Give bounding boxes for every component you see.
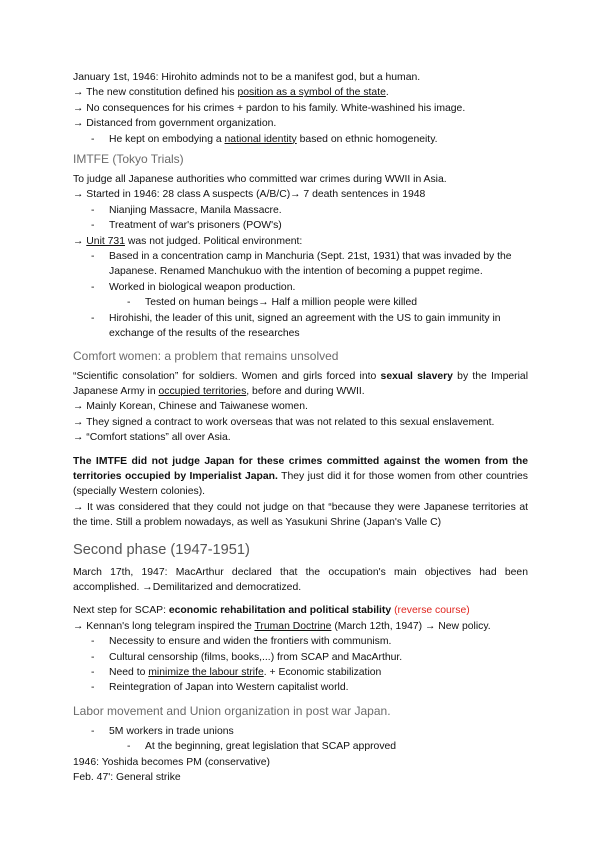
comfort-paragraph-3: → It was considered that they could not judge on that “because they were Japanese territories at the time. Still a problem nowadays, as well as Yasukuni Shrine (Japan's Valle C) bbox=[73, 501, 528, 529]
underlined-text: Unit 731 bbox=[86, 235, 125, 247]
text: He kept on embodying a bbox=[109, 133, 225, 145]
bold-text: The IMTFE did not judge Japan for these crimes committed against the women from the territories occupied by Imperialist Japan. bbox=[73, 455, 528, 482]
underlined-text: position as a symbol of the state bbox=[237, 87, 386, 99]
imtfe-line-1: To judge all Japanese authorities who committed war crimes during WWII in Asia. bbox=[73, 174, 447, 186]
labour-line-2: Feb. 47': General strike bbox=[73, 772, 181, 784]
comfort-line-3: → They signed a contract to work overseas that was not related to this sexual enslavement. bbox=[73, 416, 495, 428]
text: → Kennan's long telegram inspired the bbox=[73, 620, 255, 632]
intro-line-1: January 1st, 1946: Hirohito adminds not to be a manifest god, but a human. bbox=[73, 72, 421, 83]
text: (March 12th, 1947) → New policy. bbox=[331, 620, 491, 632]
comfort-line-2: → Mainly Korean, Chinese and Taiwanese women. bbox=[73, 401, 308, 413]
text: They just did it for those women from other countries (specially Western colonies). bbox=[73, 470, 528, 498]
underlined-text: national identity bbox=[224, 133, 297, 145]
text: was not judged. Political environment: bbox=[124, 235, 303, 247]
text: Worked in biological weapon production. bbox=[109, 281, 296, 293]
second-bullets bbox=[73, 634, 528, 696]
list-item bbox=[73, 280, 528, 311]
intro-bullets bbox=[73, 132, 528, 147]
imtfe-line-3 bbox=[73, 234, 528, 249]
list-item bbox=[73, 665, 528, 680]
labour-sub-bullets bbox=[73, 739, 528, 754]
text: “Scientific consolation” for soldiers. Women and girls forced into bbox=[73, 370, 381, 382]
text: . + Economic stabilization bbox=[263, 667, 382, 678]
text: → bbox=[73, 235, 87, 247]
text: Need to bbox=[109, 667, 149, 678]
text: 5M workers in trade unions bbox=[109, 725, 234, 737]
imtfe-line-2: → Started in 1946: 28 class A suspects (A/B/C)→ 7 death sentences in 1948 bbox=[73, 189, 426, 201]
list-item: - Reintegration of Japan into Western capitalist world. bbox=[73, 680, 528, 695]
section-heading-labour: Labor movement and Union organization in post war Japan. bbox=[73, 703, 391, 718]
text: → The new constitution defined his bbox=[73, 87, 238, 99]
text: , before and during WWII. bbox=[246, 385, 365, 397]
imtfe-sub-bullets bbox=[73, 295, 528, 310]
list-item: - Tested on human beings→ Half a million people were killed bbox=[73, 295, 528, 310]
text: by the Imperial Japanese Army in bbox=[73, 370, 529, 397]
underlined-text: Truman Doctrine bbox=[254, 620, 332, 632]
spacer bbox=[73, 595, 528, 603]
labour-bullets bbox=[73, 724, 528, 755]
list-item: - At the beginning, great legislation that SCAP approved bbox=[73, 739, 528, 754]
intro-line-4: → Distanced from government organization. bbox=[73, 118, 277, 130]
comfort-paragraph-2 bbox=[73, 454, 528, 500]
list-item: - Nianjing Massacre, Manila Massacre. bbox=[73, 203, 528, 218]
second-paragraph-2 bbox=[73, 603, 528, 618]
labour-line-1: 1946: Yoshida becomes PM (conservative) bbox=[73, 756, 270, 768]
bold-text: economic rehabilitation and political stability bbox=[168, 605, 392, 617]
text: . bbox=[385, 87, 389, 99]
intro-line-2 bbox=[73, 85, 528, 100]
imtfe-bullets-2 bbox=[73, 249, 528, 341]
section-heading-imtfe: IMTFE (Tokyo Trials) bbox=[73, 152, 184, 167]
list-item: - Based in a concentration camp in Manchuria (Sept. 21st, 1931) that was invaded by the Japanese. Renamed Manchukuo with the intention of becoming a puppet regime. bbox=[73, 249, 528, 280]
second-paragraph-1: March 17th, 1947: MacArthur declared that the occupation's main objectives had been accomplished. →Demilitarized and democratized. bbox=[73, 566, 528, 593]
bold-text: sexual slavery bbox=[380, 370, 453, 382]
second-paragraph-3 bbox=[73, 619, 528, 634]
document-body bbox=[73, 70, 528, 785]
highlight-red-text: (reverse course) bbox=[394, 605, 470, 617]
list-item: - Treatment of war's prisoners (POW's) bbox=[73, 218, 528, 233]
section-heading-comfort-women: Comfort women: a problem that remains unsolved bbox=[73, 348, 339, 363]
underlined-text: minimize the labour strife bbox=[148, 667, 264, 678]
list-item bbox=[73, 724, 528, 755]
comfort-paragraph-1 bbox=[73, 369, 528, 400]
imtfe-bullets-1 bbox=[73, 203, 528, 234]
section-heading-second-phase: Second phase (1947-1951) bbox=[73, 541, 250, 558]
intro-line-3: → No consequences for his crimes + pardon to his family. White-washined his image. bbox=[73, 102, 466, 114]
spacer bbox=[73, 446, 528, 454]
list-item: - Necessity to ensure and widen the frontiers with communism. bbox=[73, 634, 528, 649]
list-item bbox=[73, 132, 528, 147]
text: Next step for SCAP: bbox=[73, 605, 169, 617]
text: based on ethnic homogeneity. bbox=[296, 133, 438, 145]
list-item: - Cultural censorship (films, books,...) from SCAP and MacArthur. bbox=[73, 650, 528, 665]
comfort-line-4: → “Comfort stations” all over Asia. bbox=[73, 432, 231, 444]
list-item: - Hirohishi, the leader of this unit, signed an agreement with the US to gain immunity in exchange of the results of the researches bbox=[73, 311, 528, 342]
underlined-text: occupied territories bbox=[158, 385, 247, 397]
